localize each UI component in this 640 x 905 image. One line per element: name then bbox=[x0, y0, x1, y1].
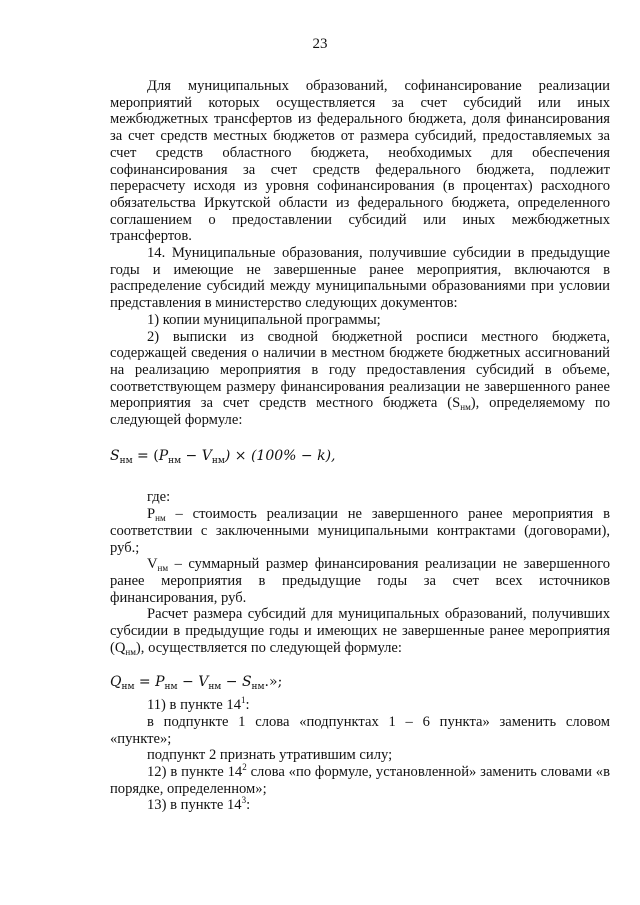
paragraph-item-14: 14. Муниципальные образования, получившие субсидии в предыдущие годы и имеющие не завершенные ранее мероприятия, включаются в распределение субсидий между муниципальными образованиями при условии представления в министерство следующих документов: bbox=[110, 245, 610, 312]
amendment-11: 11) в пункте $14^1$: bbox=[147, 695, 250, 714]
formula-q: $Q_{нм} = P_{нм} - V_{нм} - S_{нм}$.»; bbox=[110, 673, 283, 692]
paragraph-calculation: Расчет размера субсидий для муниципальных образований, получивших субсидии в предыдущие годы и имеющих не завершенные ранее мероприятия $(Q_{нм})$, осуществляется по следующей формуле: bbox=[110, 606, 610, 657]
amendment-11-subpoint-2: подпункт 2 признать утратившим силу; bbox=[147, 747, 393, 764]
document-body bbox=[110, 78, 610, 814]
amendment-13: 13) в пункте $14^3$: bbox=[147, 795, 251, 814]
page-number: 23 bbox=[312, 36, 328, 52]
label-where: где: bbox=[147, 489, 171, 506]
definition-v: $V_{нм}$ – суммарный размер финансирования реализации не завершенного ранее мероприятия в предыдущие годы за счет всех источников финансирования, руб. bbox=[110, 556, 610, 606]
list-item-programs: 1) копии муниципальной программы; bbox=[147, 311, 381, 328]
list-item-budget-extract: 2) выписки из сводной бюджетной росписи местного бюджета, содержащей сведения о наличии в местном бюджете бюджетных ассигнований на реализацию мероприятия в году предоставления субсидий в объеме, соответствующем размеру финансирования реализации не завершенного ранее мероприятия за счет средств местного бюджета $(S_{нм})$, определяемому по следующей формуле: bbox=[110, 328, 610, 429]
amendment-11-subpoint-1: в подпункте 1 слова «подпунктах 1 – 6 пункта» заменить словом «пункте»; bbox=[110, 713, 610, 747]
formula-s: $S_{нм} = (P_{нм} - V_{нм}) \times (100\% - k)$, bbox=[110, 447, 336, 466]
paragraph-cofinancing: Для муниципальных образований, софинансирование реализации мероприятий которых осуществляется за счет субсидий или иных межбюджетных трансфертов из федерального бюджета, доля финансирования за счет средств местных бюджетов от размера субсидий, предоставляемых за счет средств областного бюджета, необходимых для обеспечения софинансирования за счет средств федерального бюджета, подлежит перерасчету исходя из уровня софинансирования (в процентах) расходного обязательства Иркутской области из федерального бюджета, определенного соглашением о предоставлении субсидий или иных межбюджетных трансфертов. bbox=[110, 78, 610, 245]
definition-p: $P_{нм}$ – стоимость реализации не завершенного ранее мероприятия в соответствии с заключенными муниципальными контрактами (договорами), руб.; bbox=[110, 506, 610, 556]
amendment-12: 12) в пункте $14^2$ слова «по формуле, установленной» заменить словами «в порядке, определенном»; bbox=[110, 762, 610, 797]
